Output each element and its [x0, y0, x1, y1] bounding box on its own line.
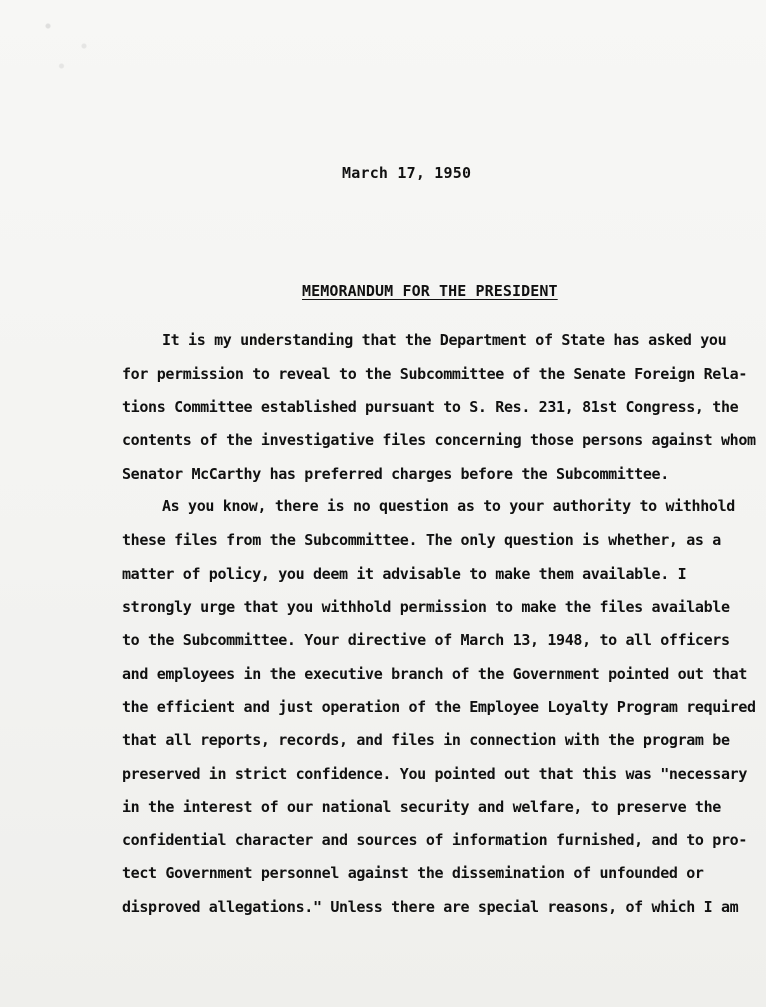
- memo-line: to the Subcommittee. Your directive of March 13, 1948, to all officers: [122, 631, 730, 649]
- memo-line: in the interest of our national security and welfare, to preserve the: [122, 798, 721, 816]
- memo-line: preserved in strict confidence. You pointed out that this was "necessary: [122, 765, 748, 783]
- memo-line: matter of policy, you deem it advisable to make them available. I: [122, 565, 687, 583]
- memo-line: the efficient and just operation of the Employee Loyalty Program required: [122, 698, 756, 716]
- memo-line: strongly urge that you withhold permission to make the files available: [122, 598, 730, 616]
- memo-date: March 17, 1950: [342, 164, 472, 182]
- memo-line: that all reports, records, and files in connection with the program be: [122, 731, 730, 749]
- memo-line: confidential character and sources of information furnished, and to pro-: [122, 831, 748, 849]
- memo-line: As you know, there is no question as to your authority to withhold: [162, 497, 735, 515]
- memo-line: for permission to reveal to the Subcommittee of the Senate Foreign Rela-: [122, 365, 748, 383]
- memo-line: Senator McCarthy has preferred charges before the Subcommittee.: [122, 465, 669, 483]
- memo-heading: MEMORANDUM FOR THE PRESIDENT: [302, 282, 558, 300]
- memo-line: disproved allegations." Unless there are special reasons, of which I am: [122, 898, 739, 916]
- memo-line: contents of the investigative files concerning those persons against whom: [122, 431, 756, 449]
- memo-line: and employees in the executive branch of the Government pointed out that: [122, 665, 748, 683]
- memo-line: these files from the Subcommittee. The only question is whether, as a: [122, 531, 721, 549]
- memo-line: tect Government personnel against the dissemination of unfounded or: [122, 864, 704, 882]
- memo-line: tions Committee established pursuant to S. Res. 231, 81st Congress, the: [122, 398, 739, 416]
- memo-line: It is my understanding that the Department of State has asked you: [162, 331, 727, 349]
